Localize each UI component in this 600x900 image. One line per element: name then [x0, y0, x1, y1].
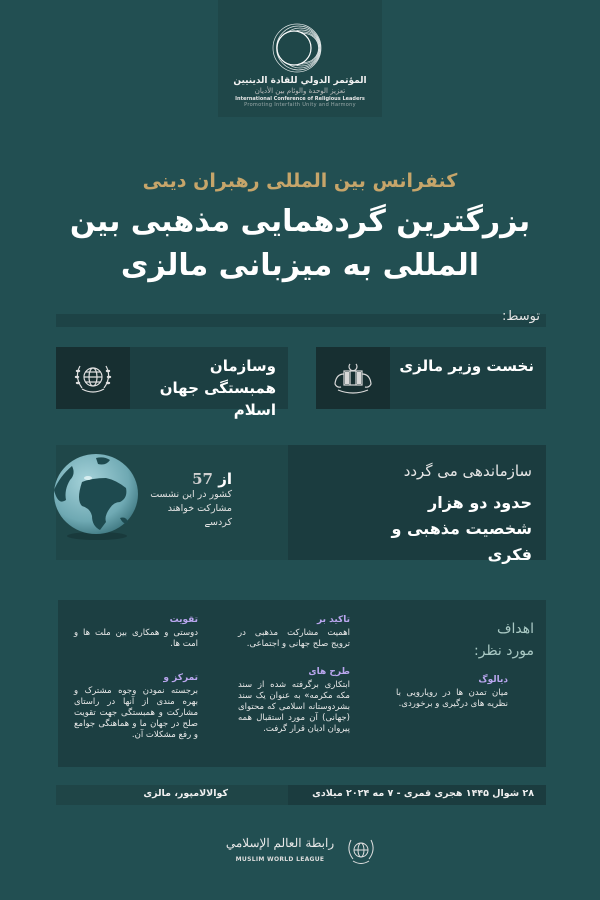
- concentric-ring-logo-icon: [271, 22, 323, 74]
- logo-arabic-title: المؤتمر الدولي للقادة الدينيين: [233, 76, 367, 86]
- page-title: بزرگترین گردهمایی مذهبی بین المللی به میزبانی مالزی: [69, 204, 531, 283]
- goal-text: دوستی و همکاری بین ملت ها و امت ها.: [74, 628, 198, 649]
- goal-item-strengthen: [74, 615, 198, 650]
- by-strip: [56, 314, 546, 327]
- organize-line: سازماندهی می گردد: [403, 462, 532, 480]
- goal-title: تقویت: [169, 615, 198, 625]
- countries-prefix: از: [218, 470, 232, 488]
- goal-item-emphasis: [238, 615, 350, 650]
- goals-heading-line2: مورد نظر:: [474, 643, 534, 659]
- goal-title: تمرکز و: [163, 673, 198, 683]
- goal-item-dialogue: [396, 675, 508, 710]
- goal-item-focus: [74, 673, 198, 741]
- conference-logo: [218, 0, 382, 117]
- goal-text: برجسته نمودن وجوه مشترک و بهره مندی از آنها در راستای مشارکت و همبستگی جهت تقویت صلح در جهان ما و هماهنگی جوامع و رفع مشکلات آن.: [74, 686, 198, 740]
- event-city: کوالالامپور، مالزی: [143, 788, 228, 799]
- countries-count: 57: [192, 470, 213, 488]
- goal-text: میان تمدن ها در رویارویی با نظریه های درگیری و برخوردی.: [396, 688, 508, 709]
- by-label: توسط:: [502, 309, 540, 324]
- organizer-label: وسازمان همبستگی جهان اسلام: [159, 357, 276, 419]
- countries-text: کشور در این نشست مشارکت خواهند کردسے: [150, 489, 232, 528]
- mwl-emblem-icon: [56, 347, 130, 409]
- conference-subtitle: کنفرانس بین المللی رهبران دینی: [142, 170, 458, 192]
- goal-title: دیالوگ: [478, 675, 508, 685]
- goal-text: اهمیت مشارکت مذهبی در ترویج صلح جهانی و اجتماعی.: [238, 628, 350, 649]
- organizer-malaysia-pm: [316, 347, 546, 409]
- goal-title: طرح های: [308, 667, 350, 677]
- mwl-arabic-name: رابطة العالم الإسلامي: [225, 836, 335, 850]
- logo-arabic-subtitle: تعزيز الوحدة والوئام بين الأديان: [254, 87, 346, 95]
- goals-heading: [474, 618, 534, 662]
- mwl-footer-logo: [222, 834, 382, 874]
- countries-heading: [150, 470, 232, 488]
- organizer-label: نخست وزیر مالزی: [399, 357, 534, 375]
- globe-icon: [52, 452, 142, 542]
- logo-english-subtitle: Promoting Interfaith Unity and Harmony: [244, 102, 356, 108]
- mwl-emblem-icon: [344, 834, 378, 868]
- logo-english-title: International Conference of Religious Leaders: [235, 96, 365, 102]
- personalities-text: حدود دو هزار شخصیت مذهبی و فکری: [391, 493, 532, 564]
- malaysia-coat-of-arms-icon: [316, 347, 390, 409]
- goal-item-initiatives: [238, 667, 350, 735]
- goals-heading-line1: اهداف: [496, 621, 534, 637]
- mwl-english-name: MUSLIM WORLD LEAGUE: [235, 856, 325, 863]
- goal-title: تاکید بر: [317, 615, 350, 625]
- event-date: ۲۸ شوال ۱۴۴۵ هجری قمری - ۷ مه ۲۰۲۴ میلادی: [312, 788, 534, 799]
- countries-count-block: [150, 470, 232, 530]
- organizer-mwl: [56, 347, 288, 419]
- goal-text: ابتکاری برگرفته شده از سند مکه مکرمه» به عنوان یک سند بشردوستانه اسلامی که محتوای (جهانی) آن مورد استقبال همه پیروان ادیان قرار گرفت.: [238, 680, 350, 734]
